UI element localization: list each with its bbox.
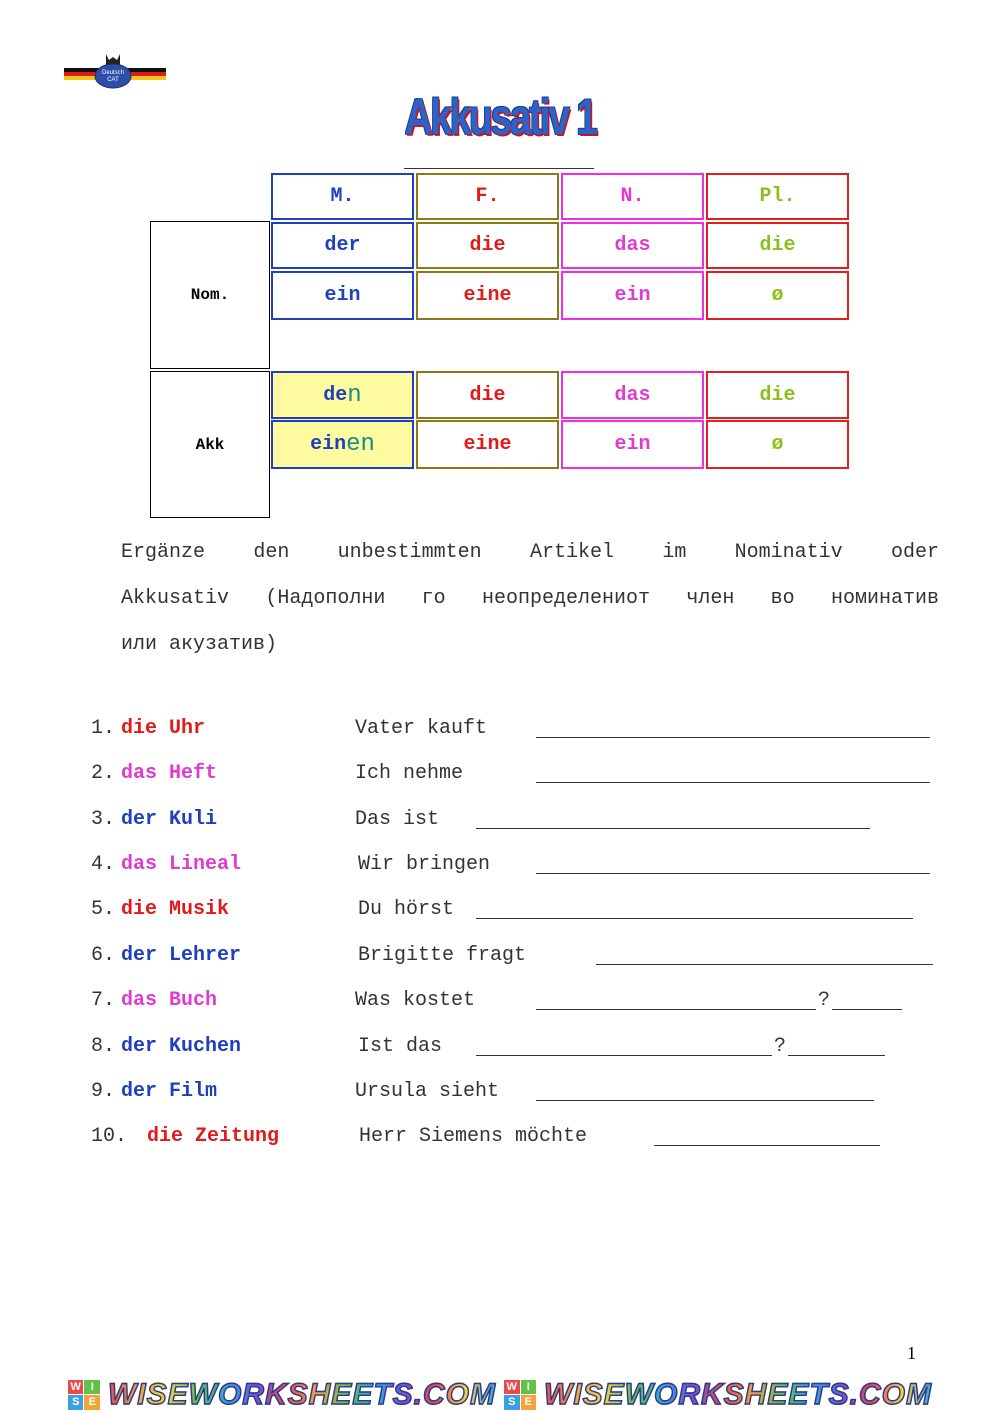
wise-brand-text: WISEWORKSHEETS.COM — [107, 1377, 496, 1411]
akk-def-pl: die — [706, 371, 849, 419]
question-mark: ? — [818, 989, 831, 1012]
exercise-row — [0, 762, 1000, 792]
answer-blank[interactable] — [476, 808, 870, 829]
exercise-row — [0, 898, 1000, 928]
header-m: M. — [271, 173, 414, 220]
exercise-noun: die Musik — [121, 898, 230, 921]
exercise-row — [0, 1035, 1000, 1065]
answer-blank[interactable] — [536, 1080, 874, 1101]
answer-blank[interactable] — [536, 989, 816, 1010]
exercise-noun: das Heft — [121, 762, 218, 785]
exercise-number: 9. — [91, 1080, 116, 1103]
exercise-prompt: Du hörst — [358, 898, 455, 921]
logo-text-2: CAT — [107, 77, 119, 83]
akk-def-m-ending: n — [347, 381, 362, 409]
exercise-number: 3. — [91, 808, 116, 831]
nom-indef-f: eine — [416, 271, 559, 320]
exercise-prompt: Was kostet — [355, 989, 476, 1012]
exercise-number: 7. — [91, 989, 116, 1012]
nom-indef-m: ein — [271, 271, 414, 320]
exercise-prompt: Wir bringen — [358, 853, 491, 876]
deutsch-cat-logo — [62, 48, 168, 90]
exercise-noun: der Kuchen — [121, 1035, 242, 1058]
nom-def-f: die — [416, 222, 559, 269]
exercise-prompt: Brigitte fragt — [358, 944, 527, 967]
exercise-noun: der Lehrer — [121, 944, 242, 967]
nom-def-m: der — [271, 222, 414, 269]
exercise-noun: das Buch — [121, 989, 218, 1012]
exercise-prompt: Vater kauft — [355, 717, 488, 740]
case-label-akk: Akk — [150, 371, 270, 518]
wise-badge-icon: W I S E — [504, 1380, 536, 1410]
exercise-prompt: Ursula sieht — [355, 1080, 500, 1103]
instructions-line-1: Ergänze den unbestimmten Artikel im Nominativ oder — [121, 541, 939, 564]
exercise-row — [0, 989, 1000, 1019]
akk-indef-pl: ø — [706, 420, 849, 469]
exercise-number: 4. — [91, 853, 116, 876]
answer-blank[interactable] — [596, 944, 933, 965]
akk-indef-f: eine — [416, 420, 559, 469]
exercise-noun: der Kuli — [121, 808, 218, 831]
exercise-number: 5. — [91, 898, 116, 921]
page-number: 1 — [907, 1343, 916, 1363]
nom-indef-pl: ø — [706, 271, 849, 320]
exercise-number: 2. — [91, 762, 116, 785]
answer-blank[interactable] — [536, 853, 930, 874]
akk-indef-m-ending: en — [346, 431, 375, 458]
nom-def-n: das — [561, 222, 704, 269]
exercise-noun: das Lineal — [121, 853, 242, 876]
title-underline — [404, 168, 594, 169]
akk-def-f: die — [416, 371, 559, 419]
answer-blank[interactable] — [536, 762, 930, 783]
akk-indef-n: ein — [561, 420, 704, 469]
answer-blank[interactable] — [476, 898, 913, 919]
nom-indef-n: ein — [561, 271, 704, 320]
nom-def-pl: die — [706, 222, 849, 269]
logo-text-1: Deutsch — [101, 70, 125, 76]
answer-blank[interactable] — [654, 1125, 880, 1146]
question-mark: ? — [774, 1035, 787, 1058]
exercise-row — [0, 1125, 1000, 1155]
footer-watermark — [0, 1376, 1000, 1413]
wise-brand-text: WISEWORKSHEETS.COM — [544, 1377, 933, 1411]
exercise-noun: die Uhr — [121, 717, 206, 740]
exercise-prompt: Herr Siemens möchte — [359, 1125, 588, 1148]
exercise-number: 8. — [91, 1035, 116, 1058]
exercise-prompt: Das ist — [355, 808, 440, 831]
answer-blank-extra[interactable] — [832, 989, 902, 1010]
instructions — [121, 530, 939, 668]
akk-def-n: das — [561, 371, 704, 419]
exercise-number: 6. — [91, 944, 116, 967]
instructions-line-2: Akkusativ (Надополни го неопределениот член во номинатив — [121, 587, 939, 610]
exercise-prompt: Ist das — [358, 1035, 443, 1058]
header-n: N. — [561, 173, 704, 220]
wise-badge-icon: W I S E — [68, 1380, 100, 1410]
exercise-noun: der Film — [121, 1080, 218, 1103]
akk-indef-m — [271, 420, 414, 469]
exercise-number: 10. — [91, 1125, 128, 1148]
exercise-row — [0, 944, 1000, 974]
exercise-row — [0, 853, 1000, 883]
exercise-row — [0, 717, 1000, 747]
header-pl: Pl. — [706, 173, 849, 220]
exercise-row — [0, 808, 1000, 838]
answer-blank-extra[interactable] — [788, 1035, 885, 1056]
instructions-line-3: или акузатив) — [121, 633, 278, 656]
header-f: F. — [416, 173, 559, 220]
akk-def-m — [271, 371, 414, 419]
akk-def-m-stem: de — [323, 383, 348, 407]
exercise-number: 1. — [91, 717, 116, 740]
exercise-noun: die Zeitung — [147, 1125, 280, 1148]
case-label-nom: Nom. — [150, 221, 270, 369]
exercise-row — [0, 1080, 1000, 1110]
exercise-prompt: Ich nehme — [355, 762, 464, 785]
answer-blank[interactable] — [476, 1035, 772, 1056]
page-title: Akkusativ 1 — [404, 89, 596, 145]
akk-indef-m-stem: ein — [310, 433, 347, 456]
answer-blank[interactable] — [536, 717, 930, 738]
